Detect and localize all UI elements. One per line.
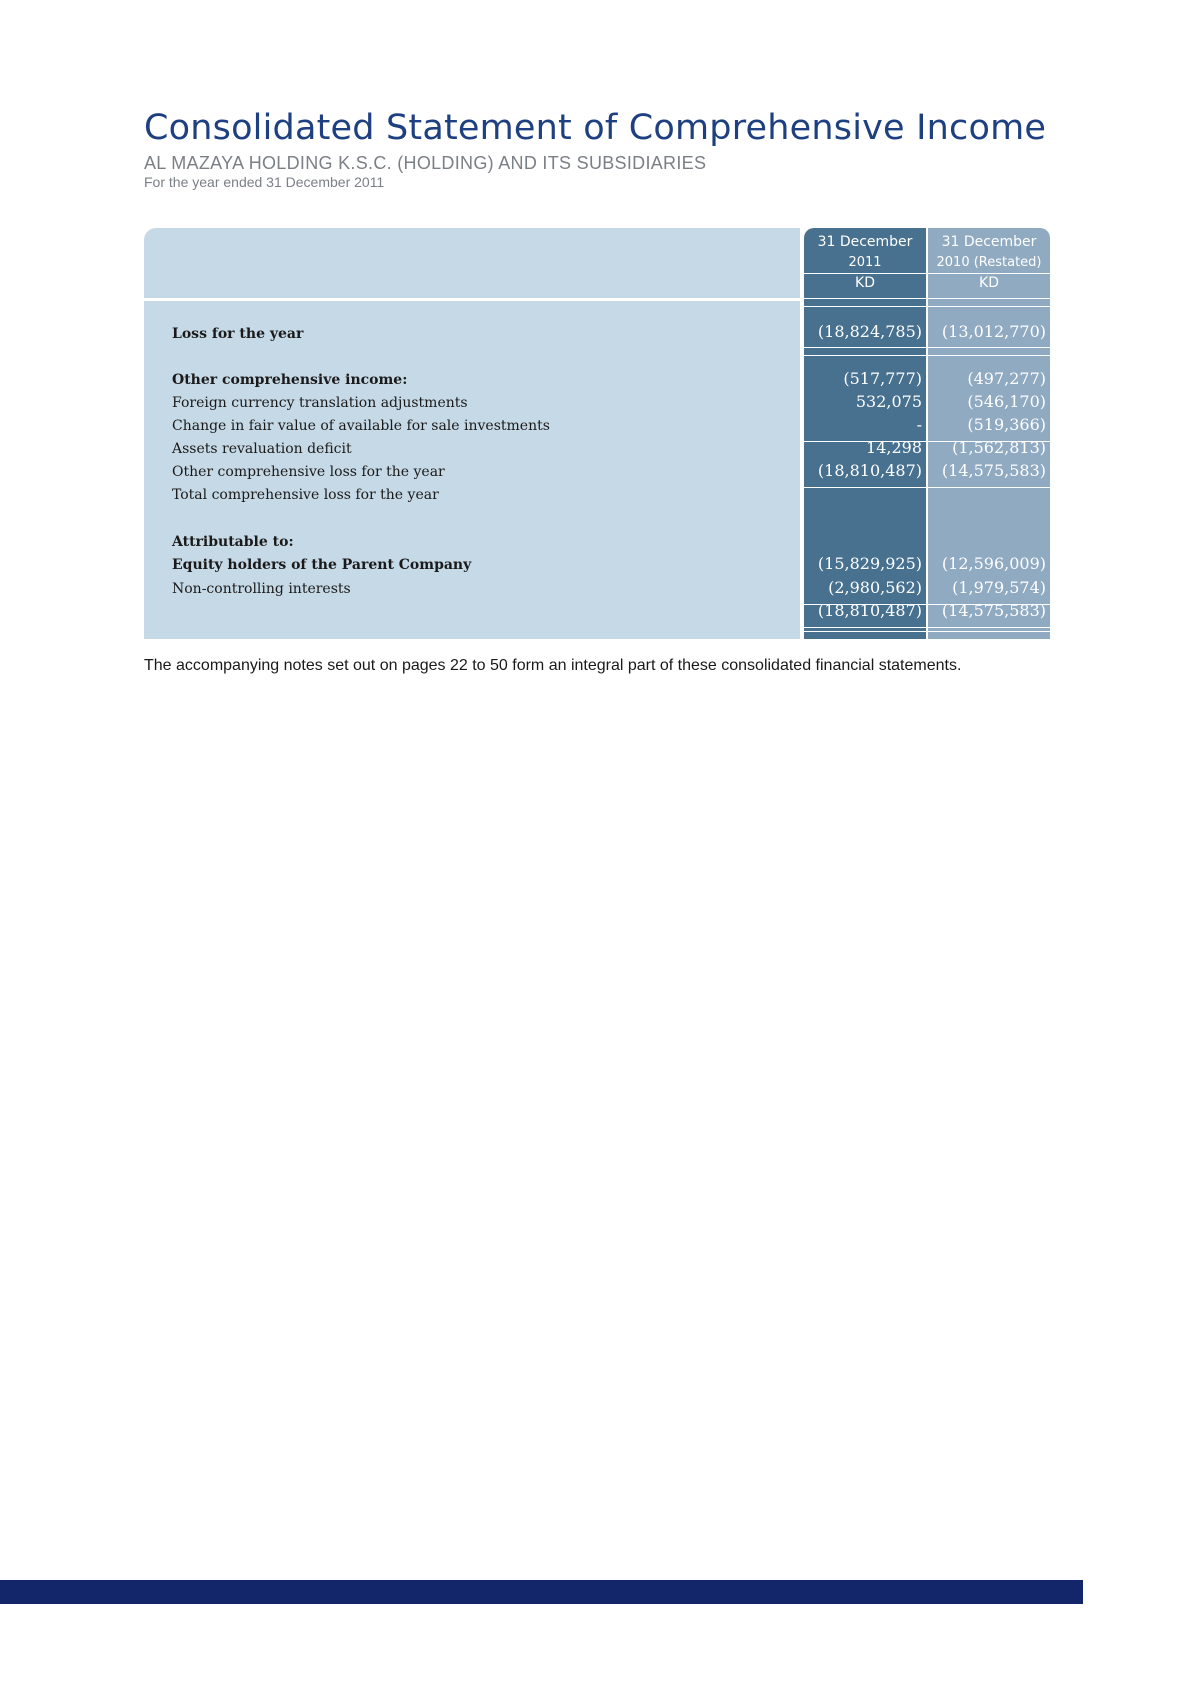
row-value-2011: (18,824,785) bbox=[817, 322, 922, 341]
row-value-2010: (1,562,813) bbox=[952, 438, 1046, 457]
column-rule bbox=[804, 627, 926, 628]
row-label: Other comprehensive income: bbox=[172, 372, 408, 388]
row-value-2010: (12,596,009) bbox=[941, 554, 1046, 573]
row-value-2011: 532,075 bbox=[855, 392, 922, 411]
column-rule bbox=[804, 631, 926, 632]
footer-bar bbox=[0, 1580, 1083, 1604]
row-value-2010: (497,277) bbox=[967, 369, 1046, 388]
row-label: Foreign currency translation adjustments bbox=[172, 395, 468, 411]
income-statement-table bbox=[144, 228, 1050, 639]
row-label: Attributable to: bbox=[172, 534, 294, 550]
column-rule bbox=[804, 298, 926, 299]
reporting-period: For the year ended 31 December 2011 bbox=[144, 174, 385, 190]
row-value-2011: (15,829,925) bbox=[817, 554, 922, 573]
company-name: AL MAZAYA HOLDING K.S.C. (HOLDING) AND ITS SUBSIDIARIES bbox=[144, 153, 707, 173]
column-header-rule bbox=[804, 273, 926, 274]
column-rule bbox=[928, 347, 1050, 348]
row-value-2011: (517,777) bbox=[843, 369, 922, 388]
row-value-2010: (14,575,583) bbox=[941, 601, 1046, 620]
column-rule bbox=[804, 306, 926, 307]
row-label: Assets revaluation deficit bbox=[172, 441, 352, 457]
column-rule bbox=[928, 306, 1050, 307]
column-rule bbox=[804, 347, 926, 348]
column-unit: KD bbox=[855, 275, 875, 291]
row-value-2011: (2,980,562) bbox=[828, 578, 922, 597]
column-rule bbox=[928, 487, 1050, 488]
column-header-line1: 31 December bbox=[817, 234, 913, 250]
row-value-2011: (18,810,487) bbox=[817, 601, 922, 620]
column-header-line2: 2011 bbox=[848, 255, 882, 270]
column-unit: KD bbox=[979, 275, 999, 291]
column-rule bbox=[928, 298, 1050, 299]
column-header-line2: 2010 (Restated) bbox=[936, 255, 1042, 270]
row-value-2010: (13,012,770) bbox=[941, 322, 1046, 341]
column-rule bbox=[804, 487, 926, 488]
header-divider bbox=[144, 298, 800, 301]
column-header-line1: 31 December bbox=[941, 234, 1037, 250]
page-title: Consolidated Statement of Comprehensive Income bbox=[144, 108, 1047, 148]
row-label: Change in fair value of available for sale investments bbox=[172, 418, 550, 434]
column-rule bbox=[928, 355, 1050, 356]
row-value-2011: - bbox=[916, 415, 922, 434]
row-value-2010: (546,170) bbox=[967, 392, 1046, 411]
column-header-rule bbox=[928, 273, 1050, 274]
row-value-2011: (18,810,487) bbox=[817, 461, 922, 480]
row-value-2010: (1,979,574) bbox=[952, 578, 1046, 597]
column-rule bbox=[928, 631, 1050, 632]
row-value-2010: (14,575,583) bbox=[941, 461, 1046, 480]
column-rule bbox=[804, 355, 926, 356]
footnote: The accompanying notes set out on pages 22 to 50 form an integral part of these consolidated financial statements. bbox=[144, 657, 962, 674]
row-value-2011: 14,298 bbox=[866, 438, 922, 457]
row-value-2010: (519,366) bbox=[967, 415, 1046, 434]
row-label: Loss for the year bbox=[172, 326, 304, 342]
row-label: Equity holders of the Parent Company bbox=[172, 557, 472, 573]
row-label: Non-controlling interests bbox=[172, 581, 351, 597]
row-label: Total comprehensive loss for the year bbox=[172, 487, 439, 503]
column-rule bbox=[928, 627, 1050, 628]
row-label: Other comprehensive loss for the year bbox=[172, 464, 445, 480]
